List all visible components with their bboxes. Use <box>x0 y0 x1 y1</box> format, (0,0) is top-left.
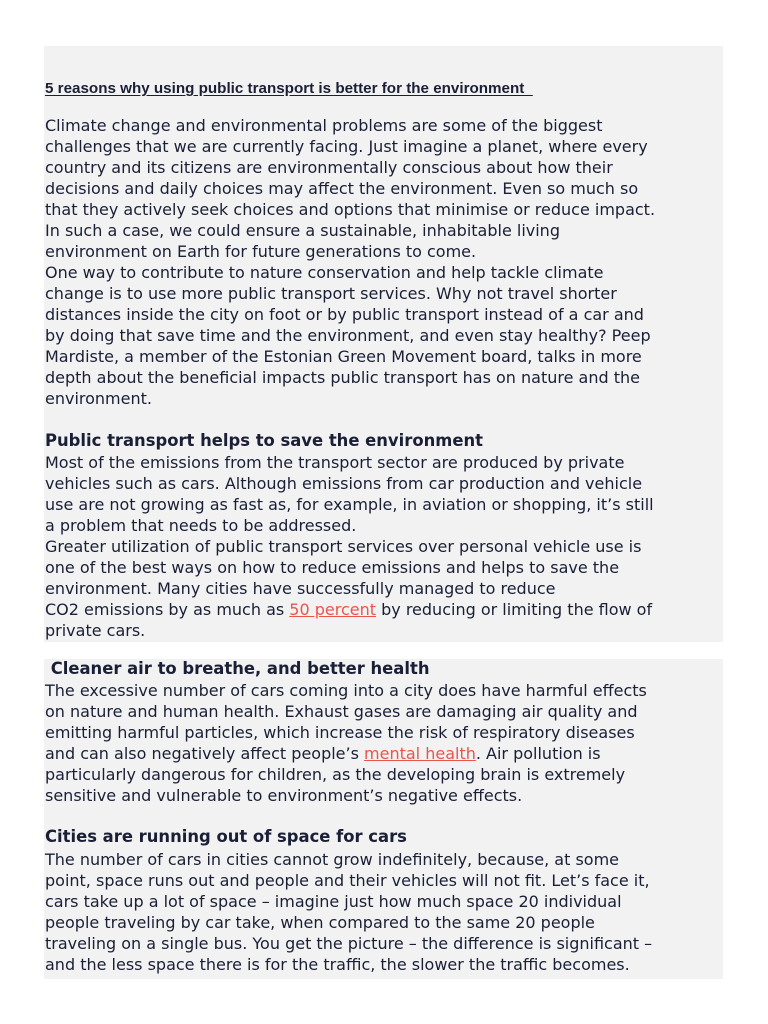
text-line: people traveling by car take, when compared to the same 20 people <box>45 913 595 932</box>
text-line: distances inside the city on foot or by public transport instead of a car and <box>45 305 644 324</box>
text-line: and the less space there is for the traffic, the slower the traffic becomes. <box>45 955 630 974</box>
text-line: traveling on a single bus. You get the picture – the difference is significant – <box>45 934 653 953</box>
text-line: Most of the emissions from the transport sector are produced by private <box>45 453 625 472</box>
section-heading-running-out-of-space: Cities are running out of space for cars <box>45 827 407 846</box>
text-line: decisions and daily choices may affect the environment. Even so much so <box>45 179 639 198</box>
text-line: One way to contribute to nature conservation and help tackle climate <box>45 263 604 282</box>
text-line: a problem that needs to be addressed. <box>45 516 357 535</box>
text-line: depth about the beneficial impacts public transport has on nature and the <box>45 368 640 387</box>
text-line: environment. <box>45 389 152 408</box>
text-line: point, space runs out and people and their vehicles will not fit. Let’s face it, <box>45 871 650 890</box>
text-line: on nature and human health. Exhaust gases are damaging air quality and <box>45 702 638 721</box>
text-line: private cars. <box>45 621 146 640</box>
section-paragraph-running-out-of-space <box>45 849 652 975</box>
text-line: change is to use more public transport services. Why not travel shorter <box>45 284 617 303</box>
text-line: emitting harmful particles, which increase the risk of respiratory diseases <box>45 723 635 742</box>
section-paragraph-save-environment <box>45 452 654 641</box>
text-line-with-link <box>45 599 654 620</box>
text-line: particularly dangerous for children, as the developing brain is extremely <box>45 765 626 784</box>
text-line: The excessive number of cars coming into a city does have harmful effects <box>45 681 647 700</box>
document-panel-top <box>44 46 723 642</box>
document-panel-bottom <box>44 659 723 979</box>
text-fragment: . Air pollution is <box>475 744 601 763</box>
section-heading-cleaner-air: Cleaner air to breathe, and better health <box>45 659 430 678</box>
text-fragment: CO2 emissions by as much as <box>45 600 290 619</box>
text-line: that they actively seek choices and options that minimise or reduce impact. <box>45 200 656 219</box>
text-line: Mardiste, a member of the Estonian Green Movement board, talks in more <box>45 347 642 366</box>
text-line: by doing that save time and the environment, and even stay healthy? Peep <box>45 326 651 345</box>
text-line-with-link <box>45 743 647 764</box>
link-50-percent[interactable]: 50 percent <box>289 600 377 619</box>
text-line: vehicles such as cars. Although emissions from car production and vehicle <box>45 474 643 493</box>
text-line: cars take up a lot of space – imagine just how much space 20 individual <box>45 892 622 911</box>
document-title: 5 reasons why using public transport is better for the environment <box>45 80 533 97</box>
link-mental-health[interactable]: mental health <box>364 744 476 763</box>
text-line: one of the best ways on how to reduce emissions and helps to save the <box>45 558 620 577</box>
section-paragraph-cleaner-air <box>45 680 647 806</box>
text-line: challenges that we are currently facing. Just imagine a planet, where every <box>45 137 648 156</box>
text-line: environment. Many cities have successfully managed to reduce <box>45 579 556 598</box>
text-fragment: by reducing or limiting the flow of <box>376 600 653 619</box>
text-fragment: and can also negatively affect people’s <box>45 744 365 763</box>
text-line: In such a case, we could ensure a sustainable, inhabitable living <box>45 221 560 240</box>
text-line: environment on Earth for future generations to come. <box>45 242 477 261</box>
intro-paragraph <box>45 115 655 409</box>
text-line: Climate change and environmental problems are some of the biggest <box>45 116 603 135</box>
text-line: sensitive and vulnerable to environment’s negative effects. <box>45 786 523 805</box>
text-line: Greater utilization of public transport services over personal vehicle use is <box>45 537 642 556</box>
text-line: use are not growing as fast as, for example, in aviation or shopping, it’s still <box>45 495 654 514</box>
text-line: country and its citizens are environmentally conscious about how their <box>45 158 613 177</box>
section-heading-save-environment: Public transport helps to save the environment <box>45 431 483 450</box>
text-line: The number of cars in cities cannot grow indefinitely, because, at some <box>45 850 620 869</box>
